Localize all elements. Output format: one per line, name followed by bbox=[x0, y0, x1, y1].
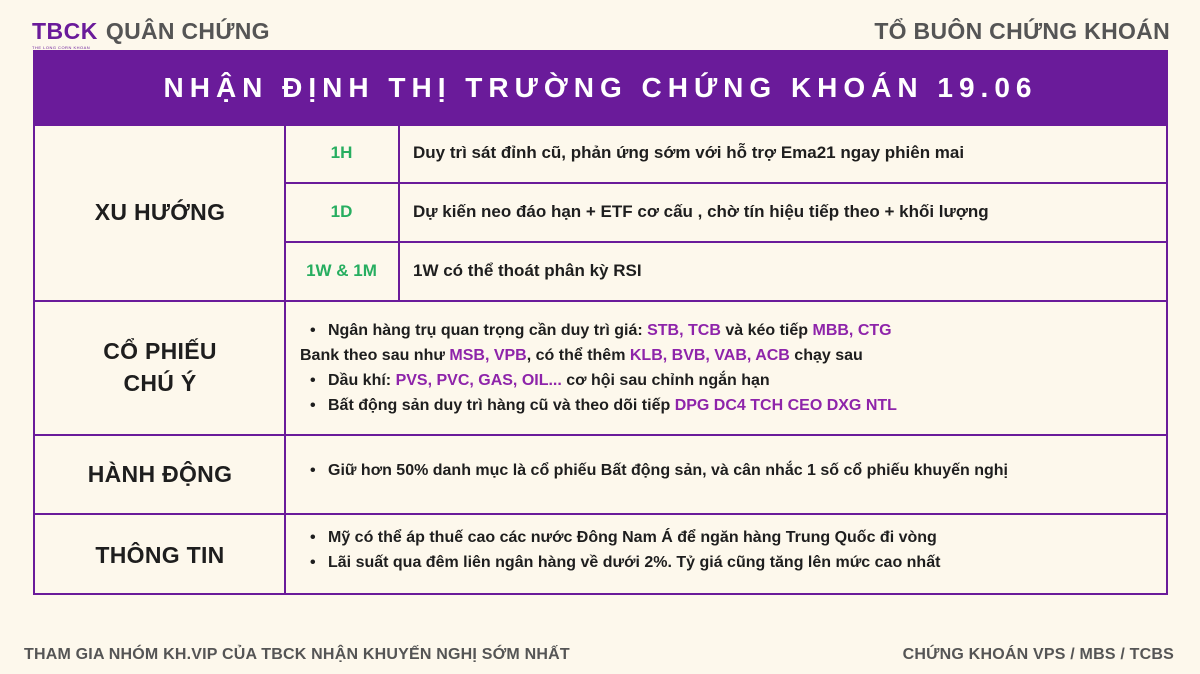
list-item bbox=[300, 318, 897, 343]
list-item bbox=[300, 368, 897, 393]
brand-logo bbox=[32, 18, 270, 50]
stock-tickers: DPG DC4 TCH CEO DXG NTL bbox=[674, 397, 897, 414]
stock-tickers: PVS, PVC, GAS, OIL... bbox=[395, 372, 562, 389]
footer-brokers: CHỨNG KHOÁN VPS / MBS / TCBS bbox=[902, 646, 1174, 663]
info-label: THÔNG TIN bbox=[95, 542, 225, 568]
stocks-text: chạy sau bbox=[789, 347, 863, 364]
list-item: • Lãi suất qua đêm liên ngân hàng về dưới 2%. Tỷ giá cũng tăng lên mức cao nhất bbox=[300, 550, 940, 575]
stocks-text: Dầu khí: bbox=[328, 372, 396, 389]
brand-name: TBCK bbox=[32, 18, 98, 44]
footer-cta: THAM GIA NHÓM KH.VIP CỦA TBCK NHẬN KHUYẾN NGHỊ SỚM NHẤT bbox=[24, 646, 570, 663]
top-right-title: TỔ BUÔN CHỨNG KHOÁN bbox=[874, 18, 1170, 44]
list-item: • Giữ hơn 50% danh mục là cổ phiếu Bất động sản, và cân nhắc 1 số cổ phiếu khuyến nghị bbox=[300, 458, 1008, 483]
timeframe-1d: 1D bbox=[330, 201, 353, 221]
stocks-label-line1: CỔ PHIẾU bbox=[103, 338, 217, 364]
trend-text-1d: Dự kiến neo đáo hạn + ETF cơ cấu , chờ tín hiệu tiếp theo + khối lượng bbox=[413, 201, 989, 221]
stocks-label-line2: CHÚ Ý bbox=[123, 370, 197, 396]
timeframe-1w-1m: 1W & 1M bbox=[306, 260, 377, 280]
list-item: • Mỹ có thể áp thuế cao các nước Đông Nam Á để ngăn hàng Trung Quốc đi vòng bbox=[300, 525, 940, 550]
brand-tagline: THE LONG CORN KHOAN bbox=[32, 45, 91, 50]
stocks-text: , có thể thêm bbox=[526, 347, 630, 364]
stocks-text: Bất động sản duy trì hàng cũ và theo dõi tiếp bbox=[328, 397, 675, 414]
stock-tickers: MBB, CTG bbox=[812, 322, 892, 339]
stocks-text: cơ hội sau chỉnh ngắn hạn bbox=[561, 372, 770, 389]
action-label: HÀNH ĐỘNG bbox=[87, 460, 233, 487]
stocks-text: Bank theo sau như bbox=[300, 347, 450, 364]
list-item bbox=[300, 393, 897, 418]
timeframe-1h: 1H bbox=[330, 143, 353, 162]
divider bbox=[398, 124, 400, 300]
trend-text-1h: Duy trì sát đỉnh cũ, phản ứng sớm với hỗ trợ Ema21 ngay phiên mai bbox=[413, 143, 965, 162]
brand-subtitle: QUÂN CHỨNG bbox=[105, 18, 270, 44]
trend-text-1w-1m: 1W có thể thoát phân kỳ RSI bbox=[413, 260, 642, 280]
trend-label: XU HƯỚNG bbox=[94, 199, 226, 225]
stocks-label bbox=[35, 300, 285, 434]
analysis-board bbox=[33, 50, 1168, 595]
info-content bbox=[300, 525, 940, 575]
list-item bbox=[300, 343, 897, 368]
stock-tickers: KLB, BVB, VAB, ACB bbox=[629, 347, 790, 364]
page-title: NHẬN ĐỊNH THỊ TRƯỜNG CHỨNG KHOÁN 19.06 bbox=[35, 52, 1166, 124]
brand-block bbox=[32, 18, 98, 50]
stocks-text: và kéo tiếp bbox=[720, 322, 813, 339]
stock-tickers: STB, TCB bbox=[647, 322, 721, 339]
stocks-content bbox=[300, 318, 897, 418]
stock-tickers: MSB, VPB bbox=[449, 347, 527, 364]
action-content bbox=[300, 458, 1008, 483]
stocks-text: Ngân hàng trụ quan trọng cần duy trì giá: bbox=[328, 322, 648, 339]
